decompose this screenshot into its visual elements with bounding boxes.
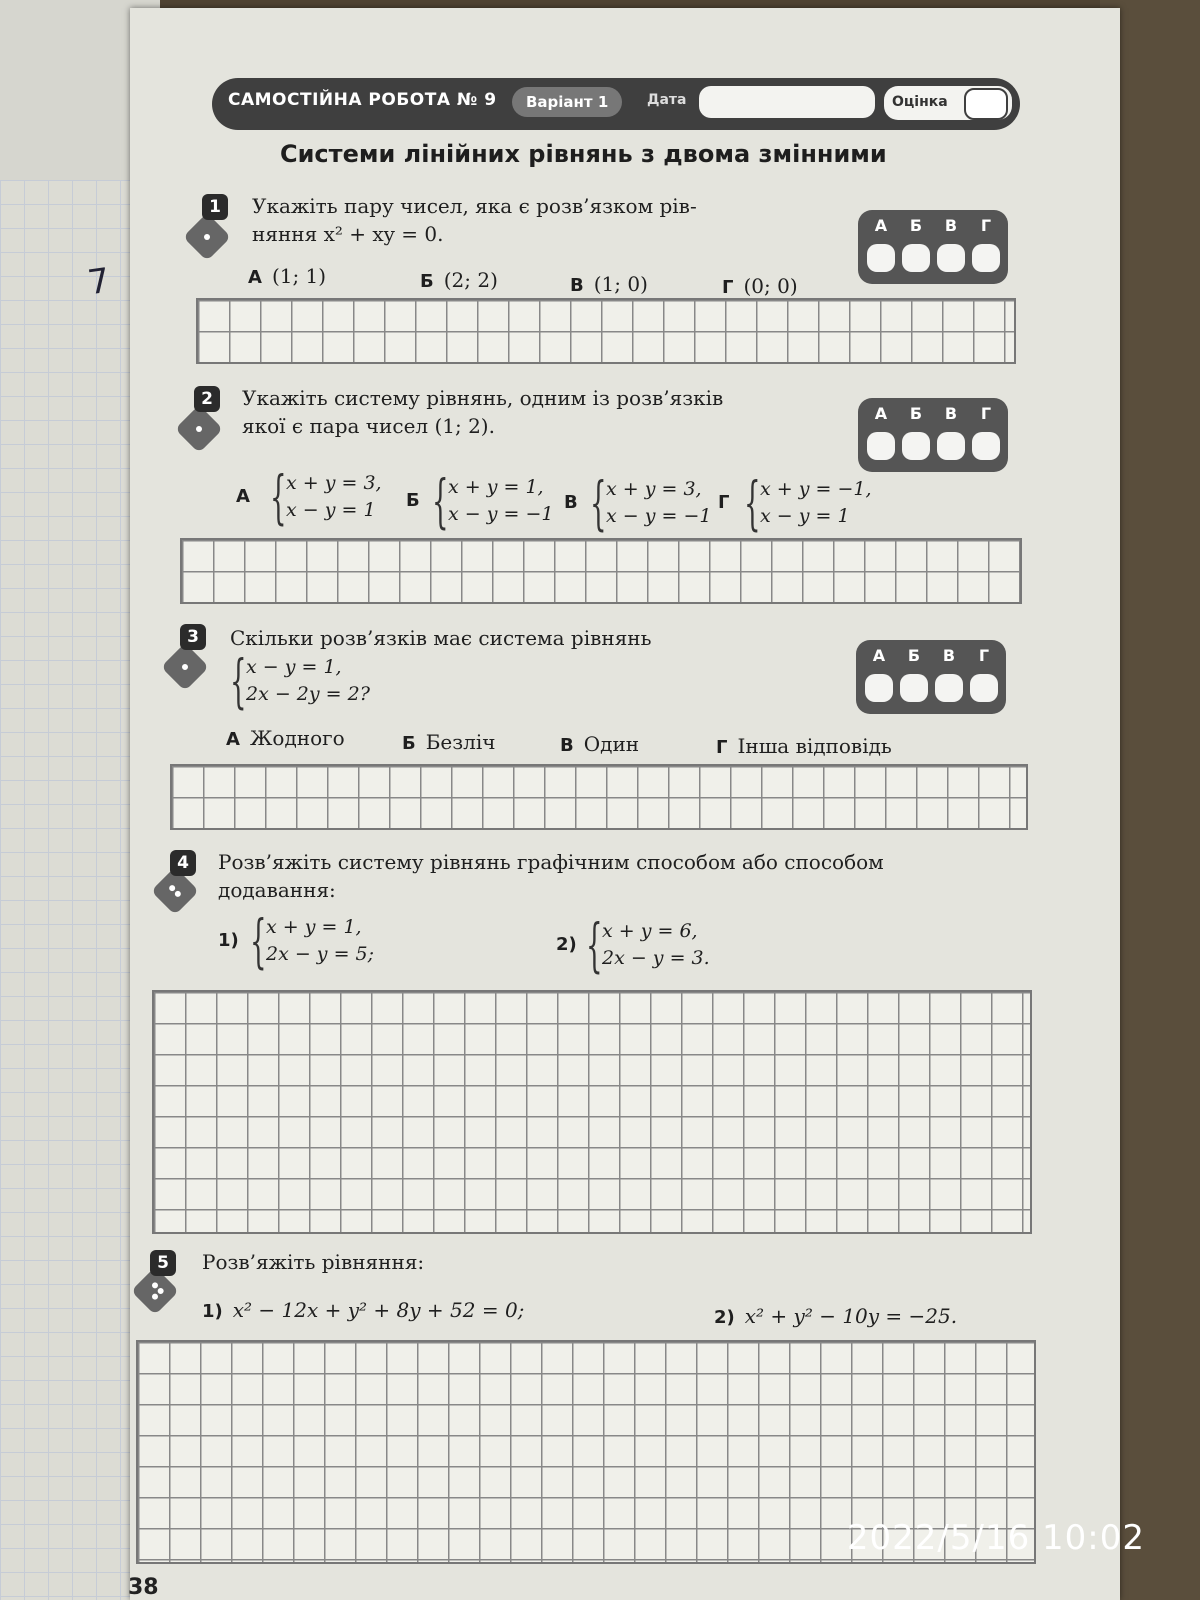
answer-letter: Б [909,404,923,423]
item-label: 2) [714,1307,735,1328]
task-5-number: 5 [150,1250,176,1276]
equation: x² + y² − 10y = −25. [744,1304,958,1328]
answer-letter: Г [978,646,990,665]
option-text: (2; 2) [443,268,498,292]
difficulty-die-icon [183,213,231,261]
answer-letter: А [874,216,888,235]
option-letter: Б [420,271,434,292]
task-3-number: 3 [180,624,206,650]
task-2-option-c-system: { x + y = 3, x − y = −1 [590,469,712,537]
task-3-question: Скільки розв’язків має система рівнянь [230,626,652,650]
answer-cell[interactable] [935,674,963,702]
task-5-item-1 [202,1298,524,1322]
option-letter: Г [716,737,728,758]
date-field[interactable] [699,86,875,118]
equation: x + y = 1, [266,916,362,938]
task-4-work-grid[interactable] [152,990,1032,1234]
option-text: (0; 0) [743,274,798,298]
option-letter: А [248,267,262,288]
equation: x − y = 1 [760,505,850,527]
option-letter: А [226,729,240,750]
task-4-item-2-system: { x + y = 6, 2x − y = 3. [586,911,710,979]
task-5-item-2 [714,1304,957,1328]
task-2-line-1: Укажіть систему рівнянь, одним із розв’язків [242,386,724,410]
equation: x − y = −1 [448,503,554,525]
date-label: Дата [647,92,687,108]
answer-letter: А [874,404,888,423]
task-1-option-a [248,264,326,288]
option-text: Безліч [425,730,496,754]
task-4-line-2: додавання: [218,878,336,902]
task-1-option-d [722,274,798,298]
task-2-line-2: якої є пара чисел (1; 2). [242,414,495,438]
header-bar [212,78,1020,130]
task-5-question: Розв’яжіть рівняння: [202,1250,425,1274]
option-letter: Б [402,733,416,754]
answer-cell[interactable] [865,674,893,702]
task-4-question [218,848,884,904]
task-3-system: { x − y = 1, 2x − 2y = 2? [230,647,370,715]
answer-cell[interactable] [937,244,965,272]
option-letter: В [560,735,574,756]
header-title: САМОСТІЙНА РОБОТА № 9 [228,90,497,110]
task-4-line-1: Розв’яжіть систему рівнянь графічним способом або способом [218,850,884,874]
answer-cell[interactable] [902,244,930,272]
task-3-work-grid[interactable] [170,764,1028,830]
equation: x + y = −1, [760,478,872,500]
task-2-option-d-letter: Г [718,492,730,513]
page-number: 38 [128,1575,159,1600]
task-2-work-grid[interactable] [180,538,1022,604]
task-4-number: 4 [170,850,196,876]
option-text: Інша відповідь [737,734,892,758]
variant-badge: Варіант 1 [512,87,622,117]
task-3-option-a [226,726,345,750]
task-2-option-b-letter: Б [406,490,420,511]
answer-letter: Г [980,404,992,423]
task-1-answer-box [858,210,1008,284]
equation: x − y = 1 [286,499,376,521]
task-4-item-1-system: { x + y = 1, 2x − y = 5; [250,907,375,975]
task-2-option-a-system: { x + y = 3, x − y = 1 [270,463,382,531]
grade-cell[interactable] [964,88,1008,120]
task-1-option-b [420,268,498,292]
equation: 2x − y = 5; [266,943,375,965]
answer-cell[interactable] [972,244,1000,272]
task-2-option-b-system: { x + y = 1, x − y = −1 [432,467,554,535]
equation: x + y = 3, [606,478,702,500]
task-4-item-1-label: 1) [218,930,239,951]
option-text: (1; 1) [271,264,327,288]
task-1-option-c [570,272,648,296]
task-3-option-c [560,732,639,756]
answer-cell[interactable] [867,244,895,272]
task-2-option-c-letter: В [564,492,578,513]
photo-timestamp: 2022/5/16 10:02 [846,1518,1145,1558]
answer-letter: Г [980,216,992,235]
task-1-question [252,192,697,248]
option-text: (1; 0) [593,272,648,296]
task-1-line-1: Укажіть пару чисел, яка є розв’язком рів- [252,194,697,218]
answer-cell[interactable] [972,432,1000,460]
handwritten-mark: 7 [85,260,113,304]
equation: 2x − y = 3. [602,947,710,969]
task-2-question [242,384,723,440]
task-2-number: 2 [194,386,220,412]
equation: 2x − 2y = 2? [246,683,370,705]
answer-cell[interactable] [900,674,928,702]
task-3-option-d [716,734,892,758]
difficulty-die-icon [161,643,209,691]
task-2-answer-box [858,398,1008,472]
worksheet-page [130,8,1120,1600]
equation: x² − 12x + y² + 8y + 52 = 0; [232,1298,525,1322]
answer-letter: Б [907,646,921,665]
answer-cell[interactable] [937,432,965,460]
equation: x − y = −1 [606,505,712,527]
task-2-option-a-letter: А [236,486,250,507]
equation: x + y = 3, [286,472,382,494]
task-2-option-d-system: { x + y = −1, x − y = 1 [744,469,872,537]
answer-cell[interactable] [902,432,930,460]
answer-letter: Б [909,216,923,235]
item-label: 1) [202,1301,223,1322]
answer-letter: В [944,216,958,235]
task-3-answer-box [856,640,1006,714]
task-1-line-2: няння x² + xy = 0. [252,222,444,246]
answer-letter: А [872,646,886,665]
grade-label: Оцінка [892,94,948,110]
difficulty-die-icon [175,405,223,453]
option-text: Жодного [249,726,345,750]
task-1-work-grid[interactable] [196,298,1016,364]
background-notebook [0,180,150,1600]
option-text: Один [583,732,640,756]
answer-letter: В [944,404,958,423]
option-letter: Г [722,277,734,298]
answer-letter: В [942,646,956,665]
answer-cell[interactable] [867,432,895,460]
task-1-number: 1 [202,194,228,220]
equation: x − y = 1, [246,656,342,678]
option-letter: В [570,275,584,296]
grade-field [884,86,1012,120]
answer-cell[interactable] [970,674,998,702]
task-4-item-2-label: 2) [556,934,577,955]
equation: x + y = 1, [448,476,544,498]
equation: x + y = 6, [602,920,698,942]
task-3-option-b [402,730,496,754]
page-title: Системи лінійних рівнянь з двома змінними [280,140,887,168]
